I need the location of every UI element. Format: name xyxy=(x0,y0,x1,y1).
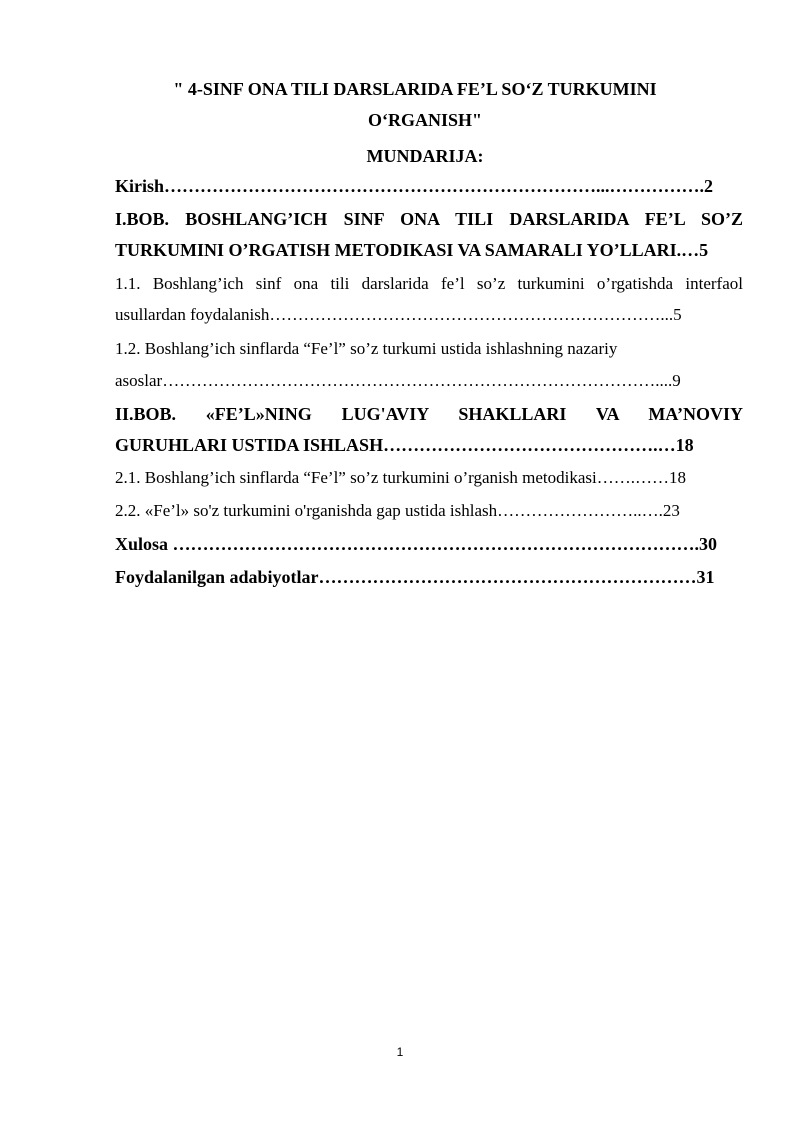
toc-entry-section-2-2: 2.2. «Fe’l» so'z turkumini o'rganishda gap ustida ishlash……………………..….23 xyxy=(115,501,680,520)
toc-entry-chapter-2-line-1: II.BOB. «FE’L»NING LUG'AVIY SHAKLLARI VA MA’NOVIY xyxy=(115,404,743,424)
toc-entry-section-1-1-line-2: usullardan foydalanish……………………………………………………………...5 xyxy=(115,305,682,324)
toc-entry-conclusion: Xulosa …………………………………………………………………………….30 xyxy=(115,534,718,554)
document-title-line-1: " 4-SINF ONA TILI DARSLARIDA FE’L SO‘Z TURKUMINI xyxy=(173,79,657,99)
page-number: 1 xyxy=(396,1045,404,1059)
toc-entry-chapter-1-line-2: TURKUMINI O’RGATISH METODIKASI VA SAMARALI YO’LLARI.…5 xyxy=(115,240,709,260)
toc-entry-section-1-2-line-2: asoslar……………………………………………………………………………....9 xyxy=(115,371,681,390)
toc-entry-chapter-1-line-1: I.BOB. BOSHLANG’ICH SINF ONA TILI DARSLARIDA FE’L SO’Z xyxy=(115,209,743,229)
document-title-line-2: O‘RGANISH" xyxy=(367,110,482,130)
toc-entry-section-2-1: 2.1. Boshlang’ich sinflarda “Fe’l” so’z turkumini o’rganish metodikasi…….……18 xyxy=(115,468,686,487)
toc-entry-section-1-1-line-1: 1.1. Boshlang’ich sinf ona tili darslarida fe’l so’z turkumini o’rgatishda interfaol xyxy=(115,274,743,293)
toc-entry-references: Foydalanilgan adabiyotlar………………………………………………………31 xyxy=(115,567,715,587)
toc-entry-section-1-2-line-1: 1.2. Boshlang’ich sinflarda “Fe’l” so’z turkumi ustida ishlashning nazariy xyxy=(115,339,618,358)
toc-entry-chapter-2-line-2: GURUHLARI USTIDA ISHLASH……………………………………….…18 xyxy=(115,435,694,455)
toc-heading: MUNDARIJA: xyxy=(366,146,484,166)
toc-entry-intro: Kirish………………………………………………………………...…………….2 xyxy=(115,176,714,196)
